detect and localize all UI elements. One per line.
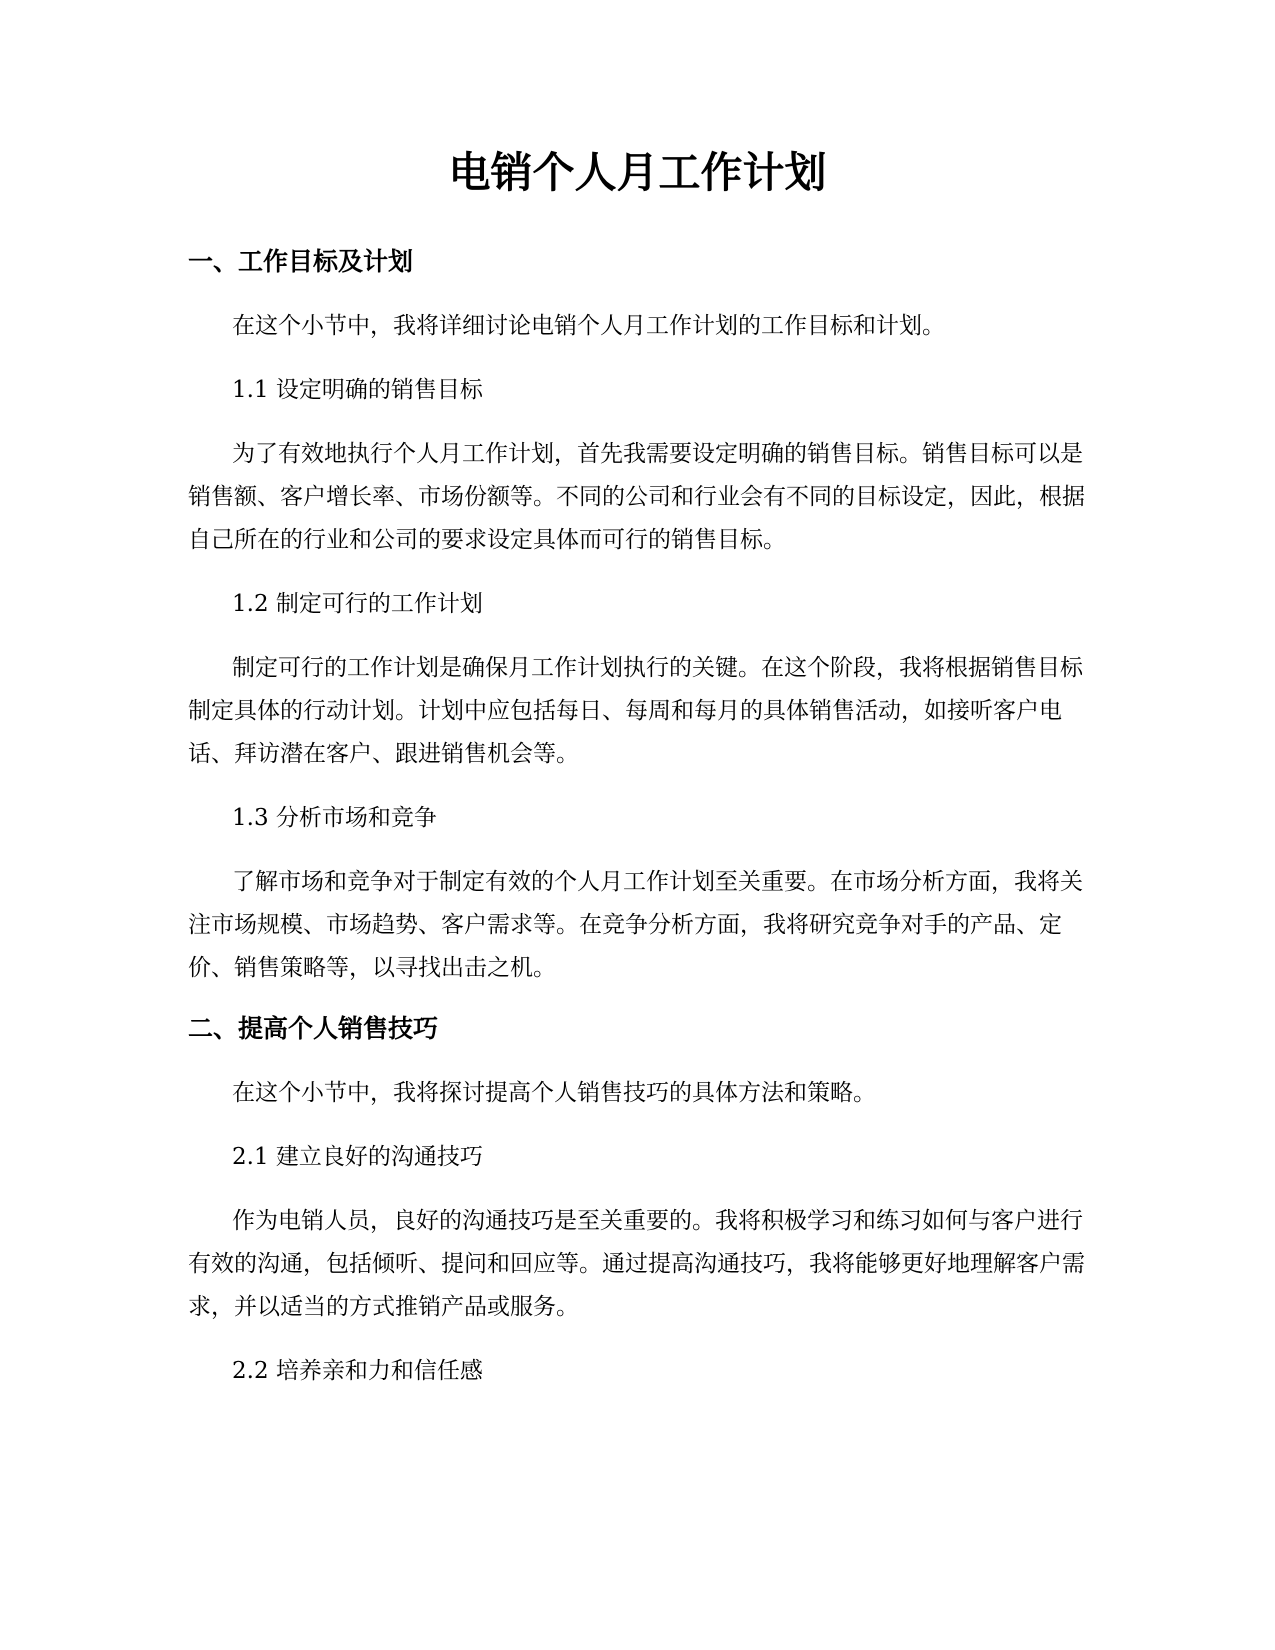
subsection-heading-1-3: 1.3 分析市场和竞争: [232, 805, 437, 831]
section-intro-2: 在这个小节中，我将探讨提高个人销售技巧的具体方法和策略。: [232, 1080, 876, 1106]
subsection-body-1-3: 了解市场和竞争对于制定有效的个人月工作计划至关重要。在市场分析方面，我将关注市场规模、市场趋势、客户需求等。在竞争分析方面，我将研究竞争对手的产品、定价、销售策略等，以寻找出击之机。: [188, 869, 1083, 981]
subsection-body-1-1: 为了有效地执行个人月工作计划，首先我需要设定明确的销售目标。销售目标可以是销售额、客户增长率、市场份额等。不同的公司和行业会有不同的目标设定，因此，根据自己所在的行业和公司的要求设定具体而可行的销售目标。: [188, 441, 1085, 553]
subsection-body-2-1: 作为电销人员，良好的沟通技巧是至关重要的。我将积极学习和练习如何与客户进行有效的沟通，包括倾听、提问和回应等。通过提高沟通技巧，我将能够更好地理解客户需求，并以适当的方式推销产品或服务。: [188, 1208, 1085, 1320]
section-heading-1: 一、工作目标及计划: [188, 247, 414, 276]
subsection-heading-1-2: 1.2 制定可行的工作计划: [232, 591, 483, 617]
subsection-heading-2-1: 2.1 建立良好的沟通技巧: [232, 1144, 483, 1170]
subsection-body-1-2: 制定可行的工作计划是确保月工作计划执行的关键。在这个阶段，我将根据销售目标制定具体的行动计划。计划中应包括每日、每周和每月的具体销售活动，如接听客户电话、拜访潜在客户、跟进销售机会等。: [188, 655, 1083, 767]
document-body: [188, 244, 1088, 1414]
subsection-heading-2-2: 2.2 培养亲和力和信任感: [232, 1358, 483, 1384]
section-heading-2: 二、提高个人销售技巧: [188, 1014, 439, 1043]
subsection-heading-1-1: 1.1 设定明确的销售目标: [232, 377, 483, 403]
section-intro-1: 在这个小节中，我将详细讨论电销个人月工作计划的工作目标和计划。: [232, 313, 945, 339]
document-title: 电销个人月工作计划: [448, 148, 827, 197]
